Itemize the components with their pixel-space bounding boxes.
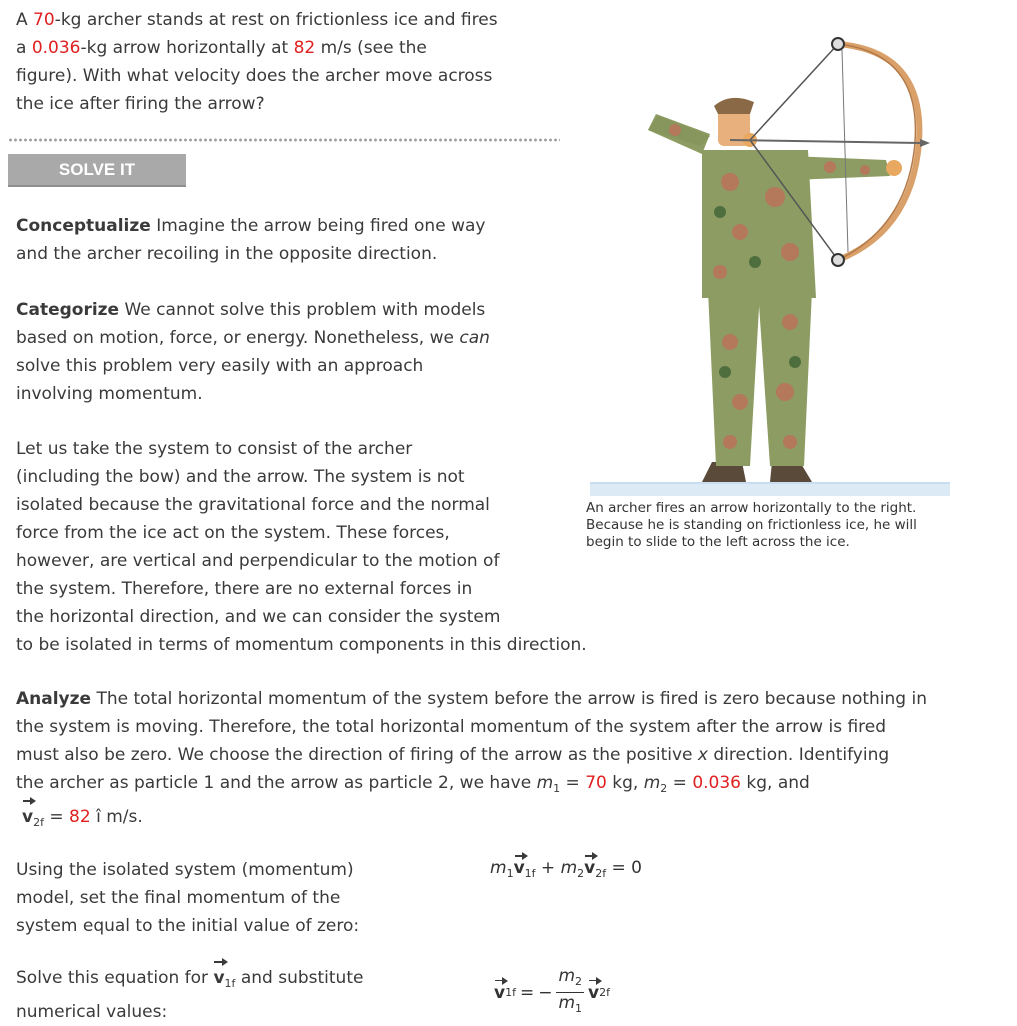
problem-line-1: A 70-kg archer stands at rest on frictionless ice and fires — [16, 10, 498, 30]
figure-caption: An archer fires an arrow horizontally to the right. Because he is standing on frictionless ice, he will begin to slide to the left across the ice. — [586, 500, 917, 550]
problem-line-3: figure). With what velocity does the archer move across — [16, 66, 493, 86]
categorize-section: Categorize We cannot solve this problem with models based on motion, force, or energy. Nonetheless, we can solve this problem very easily with an approach involving momentum. — [16, 300, 490, 404]
momentum-equation: $m_1v_{1f} + m_2v_{2f} = 0$ — [490, 858, 642, 880]
step1-text: Using the isolated system (momentum) model, set the final momentum of the system equal to the initial value of zero: — [16, 860, 360, 936]
analyze-section: Analyze The total horizontal momentum of the system before the arrow is fired is zero because nothing in the system is moving. Therefore, the total horizontal momentum of the system after the arrow is fired must also be zero. We choose the direction of firing of the arrow as the positive x direction. Identifying the archer as particle 1 and the arrow as particle 2, we have $m_1 = 70$ kg, $m_2 = 0.036$ kg, and $v_{2f} = 82$ î m/s. — [16, 689, 927, 829]
ice-surface — [590, 482, 950, 496]
velocity-equation: v 1f = − $\frac{m_2}{m_1}$ v 2f — [494, 966, 610, 1019]
conceptualize-heading: Conceptualize — [16, 216, 151, 236]
arrow-mass-value: 0.036 — [31, 38, 81, 58]
dotted-divider — [8, 137, 560, 143]
archer-figure — [590, 22, 960, 497]
problem-line-2: a 0.036-kg arrow horizontally at 82 m/s (see the — [16, 38, 427, 58]
arrow-speed-value: 82 — [293, 38, 316, 58]
step2-text: Solve this equation for $v_{1f}$ and substitute numerical values: — [16, 964, 436, 1026]
v2f-value: 82 — [69, 807, 91, 827]
categorize-heading: Categorize — [16, 300, 120, 320]
solve-it-button[interactable]: SOLVE IT — [8, 154, 186, 187]
mass-ratio-fraction: $\frac{m_2}{m_1}$ — [558, 966, 583, 1015]
m2-value: 0.036 — [692, 773, 741, 793]
m1-value: 70 — [585, 773, 607, 793]
bow — [838, 44, 919, 260]
archer-mass-value: 70 — [33, 10, 55, 30]
analyze-heading: Analyze — [16, 689, 92, 709]
problem-line-4: the ice after firing the arrow? — [16, 94, 265, 114]
arrow — [730, 140, 920, 143]
conceptualize-section: Conceptualize Imagine the arrow being fired one way and the archer recoiling in the opposite direction. — [16, 216, 486, 264]
problem-statement — [16, 6, 556, 118]
system-paragraph: Let us take the system to consist of the archer (including the bow) and the arrow. The system is not isolated because the gravitational force and the normal force from the ice act on the system. These forces, however, are vertical and perpendicular to the motion of the system. Therefore, there are no external forces in the horizontal direction, and we can consider the system to be isolated in terms of momentum components in this direction. — [16, 439, 587, 655]
